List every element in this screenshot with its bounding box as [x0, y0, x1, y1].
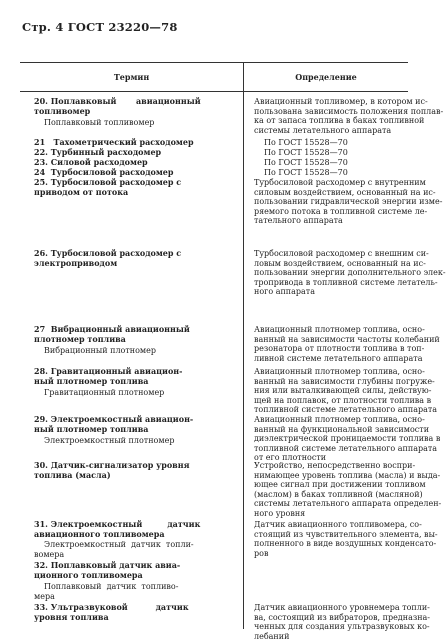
definition-30: Устройство, непосредственно воспри- нимающее уровень топлива (масла) и выда- ющее сигнал при достижении топливом (маслом) в баках топливной (масляной) системы летательного аппарата определен- ного уровня: [254, 461, 442, 518]
term-21: 21 Тахометрический расходомер: [34, 137, 194, 147]
term-33: 33. Ультразвуковой датчик уровня топлива: [34, 602, 189, 622]
definition-28: Авиационный плотномер топлива, осно- ванный на зависимости глубины погруже- ния или выталкивающей силы, действую- щей на поплавок, от плотности топлива в топливной системе летательного аппарата: [254, 367, 438, 415]
definition-31: Датчик авиационного топливомера, со- стоящий из чувствительного элемента, вы- полненного в виде воздушных конденсато- ров: [254, 520, 438, 558]
definition-24: По ГОСТ 15528—70: [264, 168, 348, 177]
term-26: 26. Турбосиловой расходомер с электроприводом: [34, 248, 182, 268]
term-30: 30. Датчик-сигнализатор уровня топлива (масла): [34, 460, 190, 480]
term-31-synonym: Электроемкостный датчик топли- вомера: [34, 540, 194, 559]
definition-20: Авиационный топливомер, в котором ис- пользована зависимость положения поплав- ка от запаса топлива в баках топливной системы летательного аппарата: [254, 97, 444, 135]
terms-table: [20, 62, 446, 641]
definition-29: Авиационный плотномер топлива, осно- ванный на функциональной зависимости диэлектрической проницаемости топлива в топливной системе летательного аппарата от его плотности: [254, 415, 441, 463]
column-header-definition: Определение: [244, 63, 408, 92]
term-20: 20. Поплавковый авиационный топливомер: [34, 96, 201, 116]
term-22: 22. Турбинный расходомер: [34, 147, 162, 157]
definition-21: По ГОСТ 15528—70: [264, 138, 348, 147]
definition-22: По ГОСТ 15528—70: [264, 148, 348, 157]
definition-26: Турбосиловой расходомер с внешним си- ловым воздействием, основанный на ис- пользовании энергии дополнительного элек- тропривода в топливной системе летатель- ного аппарата: [254, 249, 446, 297]
term-32-synonym: Поплавковый датчик топливо- мера: [34, 582, 179, 601]
term-27-synonym: Вибрационный плотномер: [44, 346, 156, 355]
page-header: Стр. 4 ГОСТ 23220—78: [22, 20, 178, 34]
column-header-term: Термин: [20, 63, 243, 92]
column-divider: [243, 63, 244, 629]
term-23: 23. Силовой расходомер: [34, 157, 148, 167]
term-31: 31. Электроемкостный датчик авиационного топливомера: [34, 519, 201, 539]
term-27: 27 Вибрационный авиационный плотномер топлива: [34, 324, 190, 344]
term-20-synonym: Поплавковый топливомер: [44, 118, 155, 127]
term-32: 32. Поплавковый датчик авиа- ционного топливомера: [34, 560, 181, 580]
term-28-synonym: Гравитационный плотномер: [44, 388, 165, 397]
definition-25: Турбосиловой расходомер с внутренним силовым воздействием, основанный на ис- пользовании гидравлической энергии изме- ряемого потока в топливной системе ле- тательного аппарата: [254, 178, 443, 226]
term-29: 29. Электроемкостный авиацион- ный плотномер топлива: [34, 414, 194, 434]
term-25: 25. Турбосиловой расходомер с приводом от потока: [34, 177, 182, 197]
definition-27: Авиационный плотномер топлива, осно- ванный на зависимости частоты колебаний резонатора от плотности топлива в топ- ливной системе летательного аппарата: [254, 325, 440, 363]
definition-23: По ГОСТ 15528—70: [264, 158, 348, 167]
term-29-synonym: Электроемкостный плотномер: [44, 436, 175, 445]
term-28: 28. Гравитационный авиацион- ный плотномер топлива: [34, 366, 183, 386]
term-24: 24 Турбосиловой расходомер: [34, 167, 174, 177]
definition-33: Датчик авиационного уровнемера топли- ва, состоящий из вибраторов, предназна- ченных для создания ультразвуковых ко- лебаний: [254, 603, 431, 641]
